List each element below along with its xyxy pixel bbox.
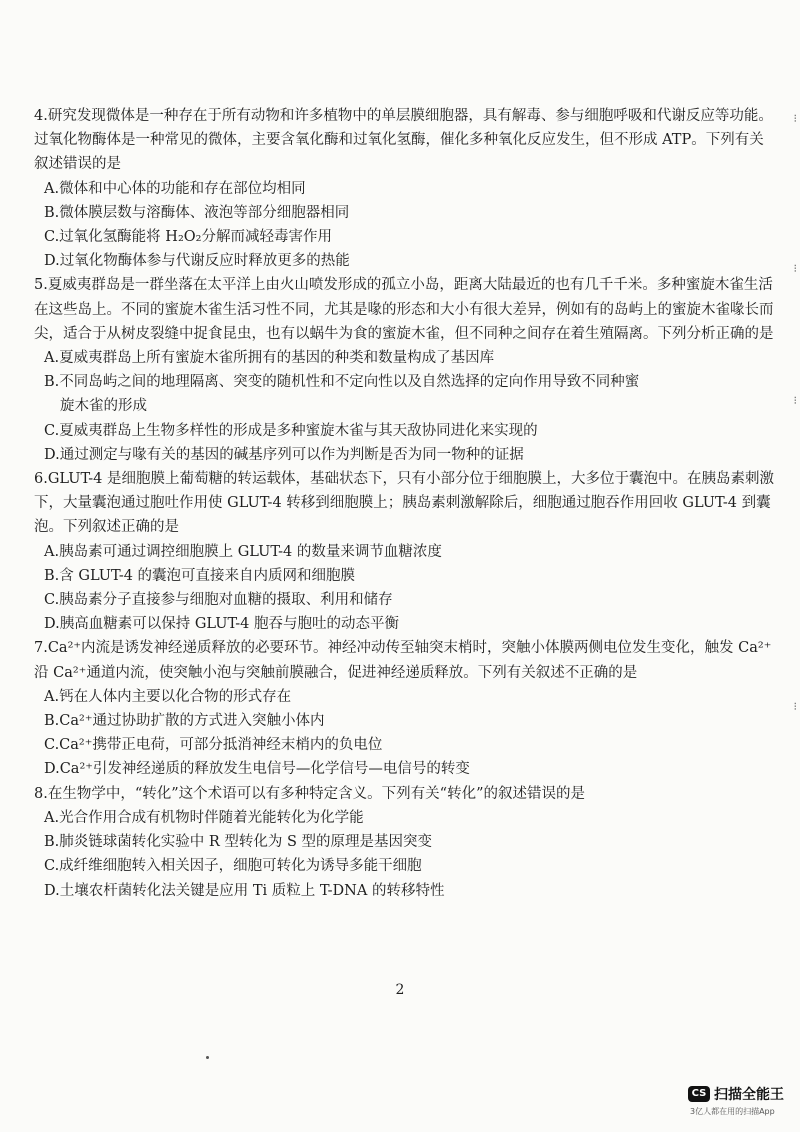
watermark-title: 扫描全能王: [714, 1087, 784, 1103]
option-d: D.过氧化物酶体参与代谢反应时释放更多的热能: [44, 253, 350, 270]
option-a: A.胰岛素可通过调控细胞膜上 GLUT-4 的数量来调节血糖浓度: [44, 543, 442, 560]
option-d: D.Ca²⁺引发神经递质的释放发生电信号—化学信号—电信号的转变: [44, 761, 470, 778]
binding-margin-mark: ⁝: [793, 112, 797, 125]
option-c: C.过氧化氢酶能将 H₂O₂分解而减轻毒害作用: [44, 229, 332, 246]
option-a: A.钙在人体内主要以化合物的形式存在: [44, 688, 292, 705]
question-6: [34, 467, 774, 636]
option-a: A.光合作用合成有机物时伴随着光能转化为化学能: [44, 809, 364, 826]
option-b: B.不同岛屿之间的地理隔离、突变的随机性和不定向性以及自然选择的定向作用导致不同种蜜: [44, 374, 640, 391]
option-c: C.夏威夷群岛上生物多样性的形成是多种蜜旋木雀与其天敌协同进化来实现的: [44, 422, 538, 439]
watermark-subtitle: 3亿人都在用的扫描App: [690, 1107, 775, 1116]
scan-speck: [206, 1056, 209, 1059]
question-5: [34, 273, 774, 467]
option-d: D.通过测定与喙有关的基因的碱基序列可以作为判断是否为同一物种的证据: [44, 446, 524, 463]
binding-margin-mark: ⁝: [793, 262, 797, 275]
question-stem: 5.夏威夷群岛是一群坐落在太平洋上由火山喷发形成的孤立小岛，距离大陆最近的也有几千千米。多种蜜旋木雀生活在这些岛上。不同的蜜旋木雀生活习性不同，尤其是喙的形态和大小有很大差异，例如有的岛屿上的蜜旋木雀喙长而尖，适合于从树皮裂缝中捉食昆虫，也有以蜗牛为食的蜜旋木雀，但不同种之间存在着生殖隔离。下列分析正确的是: [34, 277, 774, 342]
question-list: [34, 104, 774, 903]
binding-margin-mark: ⁝: [793, 394, 797, 407]
option-a: A.微体和中心体的功能和存在部位均相同: [44, 180, 306, 197]
question-7: [34, 636, 774, 781]
camscanner-logo-icon: CS: [688, 1086, 710, 1102]
question-4: [34, 104, 774, 273]
option-d: D.胰高血糖素可以保持 GLUT-4 胞吞与胞吐的动态平衡: [44, 616, 400, 633]
option-b-continuation: 旋木雀的形成: [60, 398, 147, 415]
option-b: B.Ca²⁺通过协助扩散的方式进入突触小体内: [44, 713, 325, 730]
question-stem: 7.Ca²⁺内流是诱发神经递质释放的必要环节。神经冲动传至轴突末梢时，突触小体膜两侧电位发生变化，触发 Ca²⁺沿 Ca²⁺通道内流，使突触小泡与突触前膜融合，促进神经递质释放。下列有关叙述不正确的是: [34, 640, 772, 681]
option-d: D.土壤农杆菌转化法关键是应用 Ti 质粒上 T-DNA 的转移特性: [44, 882, 445, 899]
page-number: 2: [395, 982, 405, 998]
option-b: B.含 GLUT-4 的囊泡可直接来自内质网和细胞膜: [44, 567, 356, 584]
option-c: C.胰岛素分子直接参与细胞对血糖的摄取、利用和储存: [44, 592, 393, 609]
binding-margin-mark: ⁝: [793, 700, 797, 713]
option-c: C.Ca²⁺携带正电荷，可部分抵消神经末梢内的负电位: [44, 737, 383, 754]
question-stem: 4.研究发现微体是一种存在于所有动物和许多植物中的单层膜细胞器，具有解毒、参与细胞呼吸和代谢反应等功能。过氧化物酶体是一种常见的微体，主要含氧化酶和过氧化氢酶，催化多种氧化反应发生，但不形成 ATP。下列有关叙述错误的是: [34, 108, 773, 173]
question-8: [34, 782, 774, 903]
question-stem: 6.GLUT-4 是细胞膜上葡萄糖的转运载体，基础状态下，只有小部分位于细胞膜上，大多位于囊泡中。在胰岛素刺激下，大量囊泡通过胞吐作用使 GLUT-4 转移到细胞膜上；胰岛素刺激解除后，细胞通过胞吞作用回收 GLUT-4 到囊泡。下列叙述正确的是: [34, 471, 775, 536]
option-c: C.成纤维细胞转入相关因子，细胞可转化为诱导多能干细胞: [44, 858, 422, 875]
option-b: B.微体膜层数与溶酶体、液泡等部分细胞器相同: [44, 204, 350, 221]
option-b: B.肺炎链球菌转化实验中 R 型转化为 S 型的原理是基因突变: [44, 834, 433, 851]
scanner-watermark: [688, 1084, 798, 1124]
option-a: A.夏威夷群岛上所有蜜旋木雀所拥有的基因的种类和数量构成了基因库: [44, 350, 495, 367]
question-stem: 8.在生物学中，“转化”这个术语可以有多种特定含义。下列有关“转化”的叙述错误的是: [34, 785, 585, 802]
